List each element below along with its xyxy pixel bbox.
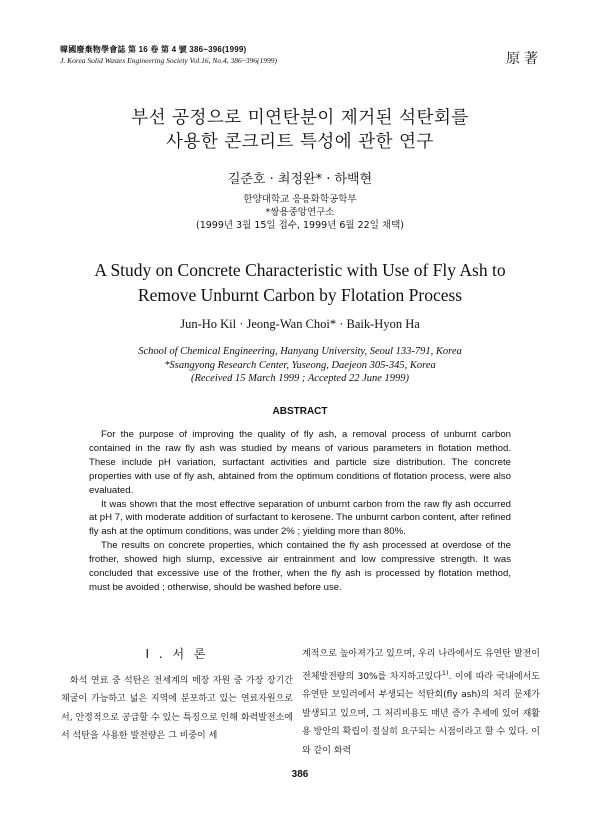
journal-name-english: J. Korea Solid Wastes Engineering Society Vol.16, No.4, 386~396(1999) (60, 56, 278, 65)
journal-name-korean: 韓國廢棄物學會誌 第 16 卷 第 4 號 386~396(1999) (60, 45, 247, 54)
body-column-right (302, 645, 540, 760)
english-received-date: (Received 15 March 1999 ; Accepted 22 June 1999) (190, 373, 410, 384)
body-paragraph-left: 화석 연료 중 석탄은 전세계의 매장 자원 중 가장 장기간 채굴이 가능하고 넓은 지역에 분포하고 있는 연료자원으로서, 안정적으로 공급할 수 있는 특징으로 인해 화력발전소에서 석탄을 사용한 발전량은 그 비중이 세 (61, 675, 293, 741)
body-text-right-a: 계적으로 높아져가고 있으며, 우리 나라에서도 유연탄 발전이 전체발전량의 30%를 차지하고있다 (302, 649, 540, 682)
english-title-line2: Remove Unburnt Carbon by Flotation Process (137, 285, 463, 305)
article-type-badge: 原著 (506, 51, 542, 67)
korean-affiliations (40, 193, 560, 232)
korean-received-date: (1999년 3월 15일 접수, 1999년 6월 22일 채택) (196, 220, 404, 231)
korean-title-line1: 부선 공정으로 미연탄분이 제거된 석탄회를 (131, 108, 469, 128)
section-heading-introduction: I . 서 론 (145, 647, 209, 661)
citation-superscript: 1) (441, 668, 449, 677)
korean-title-line2: 사용한 콘크리트 특성에 관한 연구 (166, 132, 434, 152)
english-affiliation-1: School of Chemical Engineering, Hanyang University, Seoul 133-791, Korea (138, 346, 462, 357)
korean-title (40, 106, 560, 154)
abstract-body (89, 428, 511, 595)
abstract-paragraph-3: The results on concrete properties, which contained the fly ash processed at overdose of the frother, showed high slump, excessive air entrainment and low compressive strength. It was concluded that excessive use of the frother, when the fly ash is processed by flotation method, must be avoided ; otherwise, should be washed before use. (89, 540, 511, 593)
korean-authors: 길준호 · 최정완* · 하백현 (227, 172, 373, 187)
page-number: 386 (291, 769, 309, 780)
korean-affiliation-2: *쌍용중앙연구소 (265, 207, 335, 218)
abstract-paragraph-1: For the purpose of improving the quality of fly ash, a removal process of unburnt carbon contained in the raw fly ash was studied by means of various parameters in flotation method. These include pH variation, surfactant activities and particle size distribution. The concrete properties with use of fly ash, abtained from the optimum conditions of flotation process, were also evaluated. (89, 429, 511, 496)
english-authors: Jun-Ho Kil · Jeong-Wan Choi* · Baik-Hyon Ha (180, 317, 420, 331)
english-title (40, 258, 560, 308)
abstract-paragraph-2: It was shown that the most effective separation of unburnt carbon from the raw fly ash occurred at pH 7, with moderate addition of surfactant to kerosene. The unburnt carbon content, after refined fly ash at the optimum conditions, was under 2% ; yielding more than 80%. (89, 498, 511, 538)
english-affiliations (40, 345, 560, 386)
journal-header (60, 44, 540, 65)
abstract-heading: ABSTRACT (272, 406, 328, 417)
body-column-left (61, 645, 293, 746)
body-text-right-b: . 이에 따라 국내에서도 유연탄 보일러에서 부생되는 석탄회(fly ash)의 처리 문제가 발생되고 있으며, 그 처리비용도 매년 증가 추세에 있어 재활용 방안의 확립이 절실히 요구되는 시점이라고 할 수 있다. 이와 같이 화력 (302, 671, 540, 756)
korean-affiliation-1: 한양대학교 응용화학공학부 (243, 194, 357, 205)
english-title-line1: A Study on Concrete Characteristic with Use of Fly Ash to (94, 260, 506, 280)
english-affiliation-2: *Ssangyong Research Center, Yuseong, Daejeon 305-345, Korea (164, 359, 436, 371)
body-paragraph-right (302, 645, 540, 760)
